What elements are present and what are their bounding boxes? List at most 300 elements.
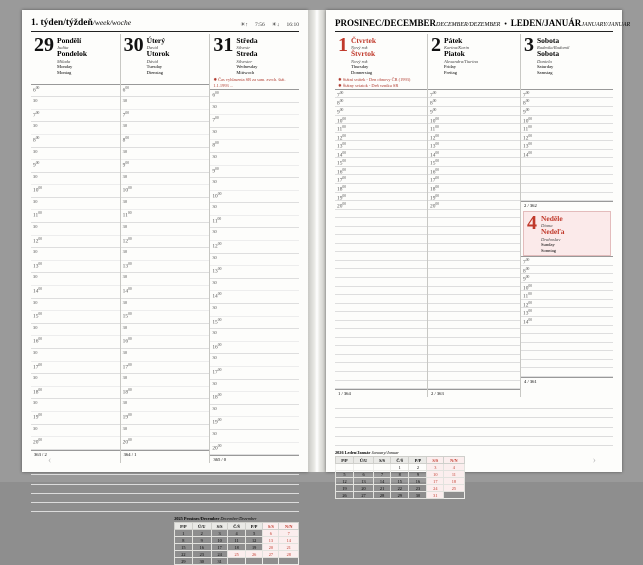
cal-day[interactable]: 22 [175,551,192,558]
hour-slot[interactable]: 30 [121,349,210,362]
note-line[interactable] [335,400,613,409]
hour-slot[interactable] [335,278,427,287]
hour-slot[interactable]: 30 [31,425,120,438]
hour-slot[interactable]: 30 [31,148,120,161]
cal-day[interactable]: 26 [336,492,354,499]
hour-slot[interactable] [521,326,613,335]
hour-slot[interactable]: $14^{00}$ [428,150,520,159]
hour-slot[interactable]: $10^{00}$ [121,185,210,198]
hour-slot[interactable]: $8^{00}$ [521,266,613,275]
cal-day[interactable]: 5 [246,530,263,537]
hour-slot[interactable]: $11^{00}$ [121,210,210,223]
hour-slot[interactable]: 30 [31,273,120,286]
hour-slot[interactable]: $8^{00}$ [31,135,120,148]
hour-slot[interactable]: 30 [210,153,299,166]
hour-slot[interactable]: 30 [31,374,120,387]
hour-slot[interactable] [521,351,613,360]
hour-slot[interactable]: $9^{00}$ [335,107,427,116]
hour-slot[interactable]: 30 [31,223,120,236]
hour-slot[interactable] [335,269,427,278]
hour-slot[interactable] [428,218,520,227]
hour-slot[interactable] [521,184,613,193]
cal-day[interactable]: 7 [374,471,391,478]
hour-slot[interactable]: $7^{00}$ [210,115,299,128]
hour-slot[interactable]: $20^{00}$ [121,437,210,450]
notes-area[interactable] [31,466,299,512]
hour-slot[interactable]: $16^{00}$ [31,336,120,349]
hour-slot[interactable]: 30 [210,405,299,418]
hour-slot[interactable]: $9^{00}$ [521,107,613,116]
hour-slot[interactable] [521,368,613,377]
hour-slot[interactable]: $7^{00}$ [521,90,613,99]
cal-day[interactable]: 27 [263,551,279,558]
hour-slot[interactable] [428,227,520,236]
hour-slot[interactable]: $16^{00}$ [121,336,210,349]
hour-slot[interactable]: $14^{00}$ [521,317,613,326]
cal-day[interactable]: 8 [175,537,192,544]
hour-slot[interactable] [335,346,427,355]
cal-day[interactable]: 13 [353,478,373,485]
hour-slot[interactable] [335,304,427,313]
hour-slot[interactable]: 30 [121,248,210,261]
hour-slot[interactable]: $13^{00}$ [210,266,299,279]
hour-label: 12 [122,238,129,245]
hour-slot[interactable]: $12^{00}$ [428,133,520,142]
hour-slot[interactable]: $8^{00}$ [428,98,520,107]
hour-label: 12 [523,302,529,309]
hour-slot[interactable] [428,346,520,355]
hour-slot[interactable] [335,252,427,261]
hour-label: 7 [122,112,126,119]
hour-slot[interactable]: $7^{00}$ [31,110,120,123]
hour-slot[interactable]: 30 [210,380,299,393]
hour-label: 16 [122,338,129,345]
cal-day[interactable]: 29 [175,558,192,565]
day-name-cz: Čtvrtek [351,36,376,45]
hour-label: 10 [33,187,39,194]
cal-day[interactable]: 21 [279,544,299,551]
hour-label: 14 [337,152,343,159]
hour-slot[interactable]: $18^{00}$ [210,392,299,405]
hour-slot[interactable]: 30 [121,299,210,312]
hour-slot[interactable]: $8^{00}$ [121,135,210,148]
hour-slot[interactable]: $16^{00}$ [210,342,299,355]
hour-slot[interactable] [335,321,427,330]
cal-day[interactable]: 31 [212,558,228,565]
hour-slot[interactable]: $14^{00}$ [335,150,427,159]
hour-slot[interactable]: 30 [121,324,210,337]
hour-slot[interactable] [335,210,427,219]
hour-slot[interactable]: 30 [31,248,120,261]
hour-slot[interactable]: $6^{00}$ [31,85,120,98]
hour-slot[interactable]: $12^{00}$ [521,300,613,309]
hour-slot[interactable] [428,244,520,253]
hour-slot[interactable]: $11^{00}$ [428,124,520,133]
hour-slot[interactable]: 30 [210,254,299,267]
day-of-year: 4 / 361 [521,377,613,385]
cal-day[interactable]: 5 [336,471,354,478]
cal-day[interactable]: 14 [279,537,299,544]
day-nameday-sk: Nový rok [351,58,368,64]
hour-slot[interactable] [335,227,427,236]
hour-slot[interactable] [335,261,427,270]
day-of-year: 363 / 2 [31,450,120,458]
cal-day[interactable]: 3 [427,464,444,471]
cal-day[interactable]: 25 [228,551,246,558]
note-line[interactable] [335,418,613,427]
hour-slot[interactable]: 30 [210,430,299,443]
hour-label: 19 [337,194,343,201]
hour-slot[interactable]: $20^{00}$ [428,201,520,210]
hour-slot[interactable]: 30 [31,122,120,135]
hour-slot[interactable]: 30 [121,198,210,211]
cal-day[interactable]: 25 [444,485,464,492]
hour-slot[interactable]: $17^{00}$ [210,367,299,380]
hour-label: 11 [523,293,529,300]
hour-slot[interactable]: $12^{00}$ [210,241,299,254]
hour-slot[interactable] [428,372,520,381]
hour-slots [335,89,427,389]
hour-slot[interactable]: $13^{00}$ [428,141,520,150]
cal-day[interactable]: 2 [409,464,427,471]
hour-slot[interactable] [428,287,520,296]
hour-slot[interactable]: $10^{00}$ [31,185,120,198]
hour-slot[interactable] [335,338,427,347]
hour-slot[interactable] [521,343,613,352]
hour-slot[interactable]: 30 [210,128,299,141]
hour-slot[interactable] [428,252,520,261]
hour-slot[interactable]: $18^{00}$ [428,184,520,193]
hour-slot[interactable]: $9^{00}$ [210,166,299,179]
hour-slot[interactable]: 30 [31,299,120,312]
note-line[interactable] [31,475,299,484]
hour-slot[interactable]: $19^{00}$ [121,412,210,425]
hour-label: 17 [212,369,218,376]
hour-slot[interactable]: $14^{00}$ [210,291,299,304]
hour-slot[interactable]: 30 [31,198,120,211]
cal-day[interactable]: 30 [192,558,211,565]
hour-slot[interactable]: 30 [31,173,120,186]
hour-slot[interactable]: $8^{00}$ [335,98,427,107]
hour-slot[interactable]: $7^{00}$ [335,90,427,99]
month-subtitle-left: DECEMBER/DEZEMBER [436,22,501,28]
hour-slot[interactable]: $13^{00}$ [31,261,120,274]
cal-day[interactable]: 12 [246,537,263,544]
hour-slot[interactable] [428,355,520,364]
hour-slot[interactable]: $9^{00}$ [121,160,210,173]
hour-slot[interactable] [428,278,520,287]
hour-slot[interactable]: $10^{00}$ [521,283,613,292]
hour-slot[interactable]: 30 [121,273,210,286]
hour-slot[interactable] [335,295,427,304]
hour-label: 15 [212,319,218,326]
hour-slot[interactable]: 30 [210,228,299,241]
day-name-en: Saturday [537,64,554,70]
hour-slot[interactable] [428,381,520,390]
hour-slot[interactable]: $16^{00}$ [335,167,427,176]
hour-slot[interactable] [428,235,520,244]
hour-slot[interactable]: 30 [210,279,299,292]
hour-slot[interactable]: $7^{00}$ [428,90,520,99]
cal-day[interactable]: 1 [175,530,192,537]
hour-slot[interactable]: $10^{00}$ [521,116,613,125]
cal-day[interactable]: 17 [427,478,444,485]
right-day-columns [335,34,613,397]
hour-slot[interactable]: $17^{00}$ [31,362,120,375]
cal-day[interactable]: 6 [353,471,373,478]
cal-day[interactable]: 22 [390,485,409,492]
hour-slot[interactable]: $14^{00}$ [31,286,120,299]
hour-slot[interactable]: $10^{00}$ [335,116,427,125]
hour-slot[interactable]: $19^{00}$ [335,193,427,202]
note-line[interactable] [31,503,299,512]
cal-day[interactable]: 16 [409,478,427,485]
cal-day[interactable]: 8 [390,471,409,478]
hour-slot[interactable]: $20^{00}$ [31,437,120,450]
hour-slot[interactable]: $19^{00}$ [210,417,299,430]
cal-day[interactable]: 11 [444,471,464,478]
cal-day[interactable]: 18 [444,478,464,485]
cal-day[interactable]: 1 [390,464,409,471]
hour-slot[interactable]: $19^{00}$ [428,193,520,202]
hour-slot[interactable] [335,312,427,321]
day-number: 4 [527,212,537,235]
hour-slot[interactable]: $12^{00}$ [121,236,210,249]
hour-slot[interactable] [521,334,613,343]
hour-slot[interactable]: 30 [121,374,210,387]
hour-slot[interactable]: $15^{00}$ [121,311,210,324]
hour-slot[interactable]: 30 [121,97,210,110]
hour-slot[interactable] [335,244,427,253]
cal-day[interactable]: 17 [212,544,228,551]
cal-day[interactable]: 30 [409,492,427,499]
cal-day[interactable]: 15 [390,478,409,485]
cal-day[interactable]: 14 [374,478,391,485]
hour-slot[interactable]: 30 [210,103,299,116]
hour-slot[interactable]: $14^{00}$ [521,150,613,159]
hour-slot[interactable] [335,372,427,381]
cal-day[interactable]: 20 [353,485,373,492]
hour-slot[interactable]: $20^{00}$ [335,201,427,210]
cal-day[interactable]: 29 [390,492,409,499]
hour-slot[interactable] [521,158,613,167]
hour-slot[interactable] [428,338,520,347]
hour-slot[interactable]: $9^{00}$ [31,160,120,173]
hour-slot[interactable]: $18^{00}$ [335,184,427,193]
note-line[interactable] [335,409,613,418]
holiday-note: ✹ Čas vyhlasenia SR za sam. zvrch. štát. 1.1.1993 ... [213,77,286,88]
hour-slot[interactable] [335,381,427,390]
day-column-friday [428,34,521,397]
hour-slot[interactable]: $11^{00}$ [335,124,427,133]
note-line[interactable] [31,466,299,475]
note-line[interactable] [31,494,299,503]
hour-label: 14 [122,288,129,295]
hour-slot[interactable]: $9^{00}$ [428,107,520,116]
hour-slot[interactable]: 30 [31,349,120,362]
cal-day[interactable]: 28 [279,551,299,558]
hour-slot[interactable]: 30 [121,425,210,438]
hour-slot[interactable] [521,167,613,176]
hour-slot[interactable]: 30 [121,173,210,186]
hour-slot[interactable]: $13^{00}$ [521,308,613,317]
hour-slot[interactable]: $9^{00}$ [521,274,613,283]
hour-slot[interactable]: $13^{00}$ [521,141,613,150]
hour-slot[interactable]: $17^{00}$ [428,175,520,184]
cal-day[interactable]: 9 [409,471,427,478]
hour-slot[interactable]: $17^{00}$ [335,175,427,184]
hour-slot[interactable] [428,321,520,330]
hour-slot[interactable]: $16^{00}$ [428,167,520,176]
hour-slot[interactable]: $6^{00}$ [121,85,210,98]
hour-slot[interactable]: 30 [121,399,210,412]
hour-slot[interactable]: 30 [31,97,120,110]
cal-day[interactable]: 19 [336,485,354,492]
cal-day[interactable]: 19 [246,544,263,551]
day-of-year: 2 / 363 [428,389,520,397]
day-name-de: Freitag [444,69,458,75]
hour-slot[interactable] [521,193,613,202]
hour-slot[interactable]: $7^{00}$ [521,257,613,266]
hour-slot[interactable]: $15^{00}$ [428,158,520,167]
hour-label: 8 [212,142,216,149]
hour-slot[interactable] [428,304,520,313]
cal-day[interactable]: 18 [228,544,246,551]
mini-calendar-january [335,450,465,499]
cal-day[interactable]: 31 [427,492,444,499]
hour-slot[interactable]: 30 [210,203,299,216]
cal-day[interactable]: 13 [263,537,279,544]
cal-day[interactable]: 21 [374,485,391,492]
cal-week [336,464,465,471]
hour-slot[interactable]: $13^{00}$ [121,261,210,274]
hour-slot[interactable]: $6^{00}$ [210,90,299,103]
hour-label: 14 [430,152,436,159]
cal-day[interactable]: 12 [336,478,354,485]
notes-area[interactable] [335,400,613,446]
cal-day[interactable]: 24 [427,485,444,492]
hour-slot[interactable]: $18^{00}$ [31,387,120,400]
cal-day[interactable]: 11 [228,537,246,544]
hour-slot[interactable] [335,355,427,364]
hour-slot[interactable]: $11^{00}$ [210,216,299,229]
hour-slot[interactable]: 30 [31,399,120,412]
mini-calendars [31,516,299,565]
cal-day[interactable]: 23 [409,485,427,492]
hour-label: 14 [523,152,529,159]
hour-label: 15 [430,160,436,167]
note-line[interactable] [31,485,299,494]
cal-day[interactable]: 28 [374,492,391,499]
hour-slot[interactable] [521,175,613,184]
hour-slots [121,84,210,450]
cal-day[interactable]: 9 [192,537,211,544]
cal-day[interactable]: 6 [263,530,279,537]
hour-slot[interactable]: $15^{00}$ [335,158,427,167]
cal-week [336,471,465,478]
hour-slot[interactable]: $10^{00}$ [210,191,299,204]
hour-slot[interactable] [428,261,520,270]
cal-day[interactable]: 26 [246,551,263,558]
hour-label: 7 [430,92,433,99]
cal-day[interactable]: 3 [212,530,228,537]
note-line[interactable] [335,437,613,446]
hour-slot[interactable]: $12^{00}$ [31,236,120,249]
cal-day[interactable]: 4 [444,464,464,471]
hour-slot[interactable]: $12^{00}$ [521,133,613,142]
cal-day[interactable]: 16 [192,544,211,551]
hour-slot[interactable]: 30 [31,324,120,337]
hour-slot[interactable]: $11^{00}$ [521,291,613,300]
hour-slot[interactable]: $15^{00}$ [210,317,299,330]
page-corner-left: ‹ [48,455,52,466]
hour-slot[interactable]: 30 [210,178,299,191]
hour-slot[interactable]: $7^{00}$ [121,110,210,123]
hour-slot[interactable]: $8^{00}$ [521,98,613,107]
hour-slot[interactable] [335,287,427,296]
hour-label: 14 [212,293,218,300]
hour-slot[interactable]: $11^{00}$ [521,124,613,133]
hour-slot[interactable]: $15^{00}$ [31,311,120,324]
hour-label: 13 [122,263,129,270]
hour-slot[interactable] [335,218,427,227]
cal-day[interactable]: 15 [175,544,192,551]
hour-slot[interactable]: 30 [210,304,299,317]
cal-day[interactable]: 27 [353,492,373,499]
hour-slot[interactable] [335,363,427,372]
note-line[interactable] [335,428,613,437]
hour-slot[interactable]: $17^{00}$ [121,362,210,375]
hour-slot[interactable] [428,312,520,321]
hour-slot[interactable]: $19^{00}$ [31,412,120,425]
hour-slot[interactable] [428,295,520,304]
hour-slot[interactable] [335,329,427,338]
hour-slot[interactable] [521,360,613,369]
hour-slot[interactable]: $13^{00}$ [335,141,427,150]
hour-slot[interactable]: $8^{00}$ [210,140,299,153]
hour-slot[interactable]: $14^{00}$ [121,286,210,299]
hour-slot[interactable]: $20^{00}$ [210,443,299,456]
hour-slot[interactable]: $18^{00}$ [121,387,210,400]
hour-slot[interactable]: $12^{00}$ [335,133,427,142]
cal-day[interactable]: 10 [212,537,228,544]
hour-slot[interactable]: 30 [121,122,210,135]
day-nameday-sk: Silvester [236,58,253,64]
hour-slot[interactable]: $11^{00}$ [31,210,120,223]
cal-day[interactable]: 4 [228,530,246,537]
hour-slot[interactable]: 30 [210,354,299,367]
hour-slot[interactable]: $10^{00}$ [428,116,520,125]
cal-day[interactable]: 23 [192,551,211,558]
hour-label: 11 [337,126,343,133]
hour-slot[interactable] [428,363,520,372]
hour-slot[interactable]: 30 [210,329,299,342]
mini-calendar-subtitle: December/Dezember [220,516,257,522]
cal-day[interactable]: 10 [427,471,444,478]
hour-label: 7 [523,92,526,99]
cal-day[interactable]: 7 [279,530,299,537]
hour-slot[interactable] [335,235,427,244]
hour-slot[interactable]: 30 [121,148,210,161]
hour-slot[interactable] [428,269,520,278]
hour-slot[interactable] [428,210,520,219]
day-name-de: Donnerstag [351,69,373,75]
hour-slot[interactable] [428,329,520,338]
hour-slot[interactable]: 30 [121,223,210,236]
cal-day[interactable]: 24 [212,551,228,558]
cal-day[interactable]: 2 [192,530,211,537]
cal-day[interactable]: 20 [263,544,279,551]
